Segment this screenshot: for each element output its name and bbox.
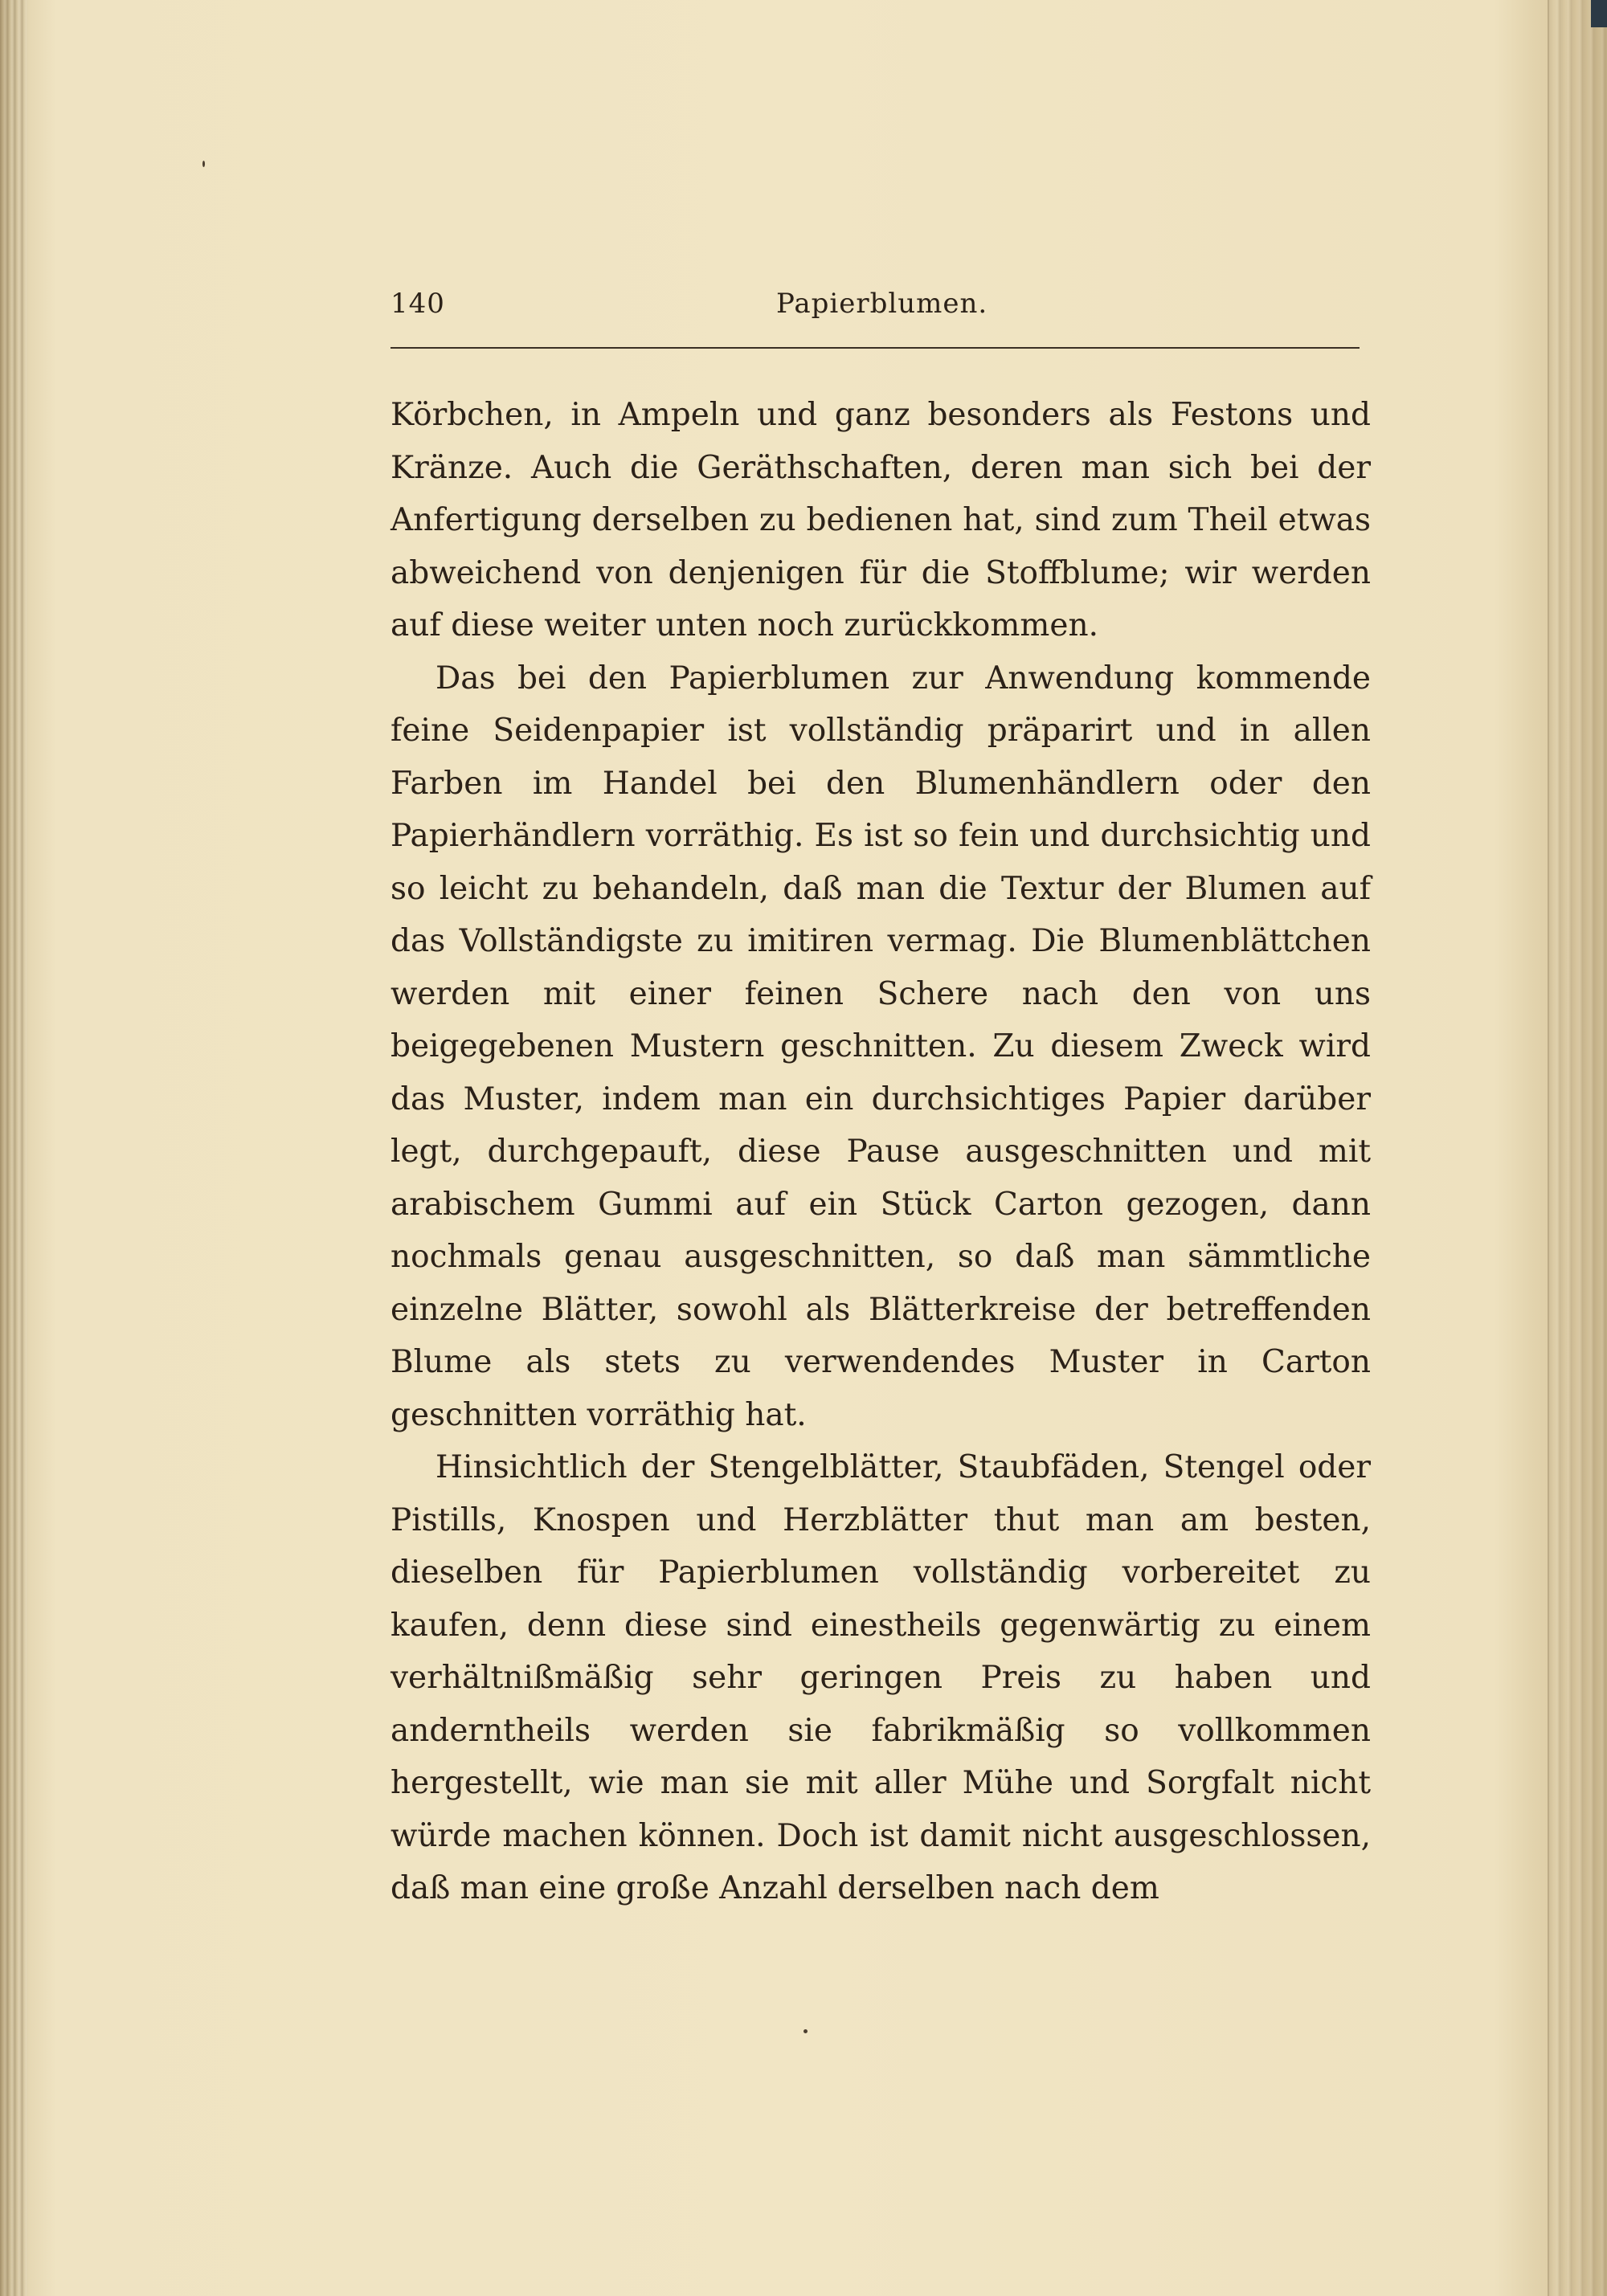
paper-speck (804, 2029, 808, 2033)
binding-strip (1591, 0, 1607, 27)
paragraph: Körbchen, in Ampeln und ganz besonders als Festons und Kränze. Auch die Geräthschaften, deren man sich bei der Anfertigung derselben zu bedienen hat, sind zum Theil etwas abweichend von denjenigen für die Stoffblume; wir werden auf diese weiter unten noch zurückkommen. (391, 397, 1371, 643)
text-block (391, 273, 1371, 1906)
page-header (391, 273, 1371, 337)
paper-speck (202, 161, 205, 167)
body-text (391, 389, 1371, 1915)
left-page-edge (0, 0, 27, 2296)
page-number: 140 (391, 288, 445, 320)
running-title: Papierblumen. (776, 288, 988, 320)
header-rule (391, 347, 1360, 349)
right-page-edges (1548, 0, 1607, 2296)
paragraph: Hinsichtlich der Stengelblätter, Staubfäden, Stengel oder Pistills, Knospen und Herzblätter thut man am besten, dieselben für Papierblumen vollständig vorbereitet zu kaufen, denn diese sind einestheils gegenwärtig zu einem verhältnißmäßig sehr geringen Preis zu haben und anderntheils werden sie fabrikmäßig so vollkommen hergestellt, wie man sie mit aller Mühe und Sorgfalt nicht würde machen können. Doch ist damit nicht ausgeschlossen, daß man eine große Anzahl derselben nach dem (391, 1449, 1371, 1906)
paragraph: Das bei den Papierblumen zur Anwendung kommende feine Seidenpapier ist vollständig präparirt und in allen Farben im Handel bei den Blumenhändlern oder den Papierhändlern vorräthig. Es ist so fein und durchsichtig und so leicht zu behandeln, daß man die Textur der Blumen auf das Vollständigste zu imitiren vermag. Die Blumenblättchen werden mit einer feinen Schere nach den von uns beigegebenen Mustern geschnitten. Zu diesem Zweck wird das Muster, indem man ein durchsichtiges Papier darüber legt, durchgepauft, diese Pause ausgeschnitten und mit arabischem Gummi auf ein Stück Carton gezogen, dann nochmals genau ausgeschnitten, so daß man sämmtliche einzelne Blätter, sowohl als Blätterkreise der betreffenden Blume als stets zu verwendendes Muster in Carton geschnitten vorräthig hat. (391, 660, 1371, 1433)
